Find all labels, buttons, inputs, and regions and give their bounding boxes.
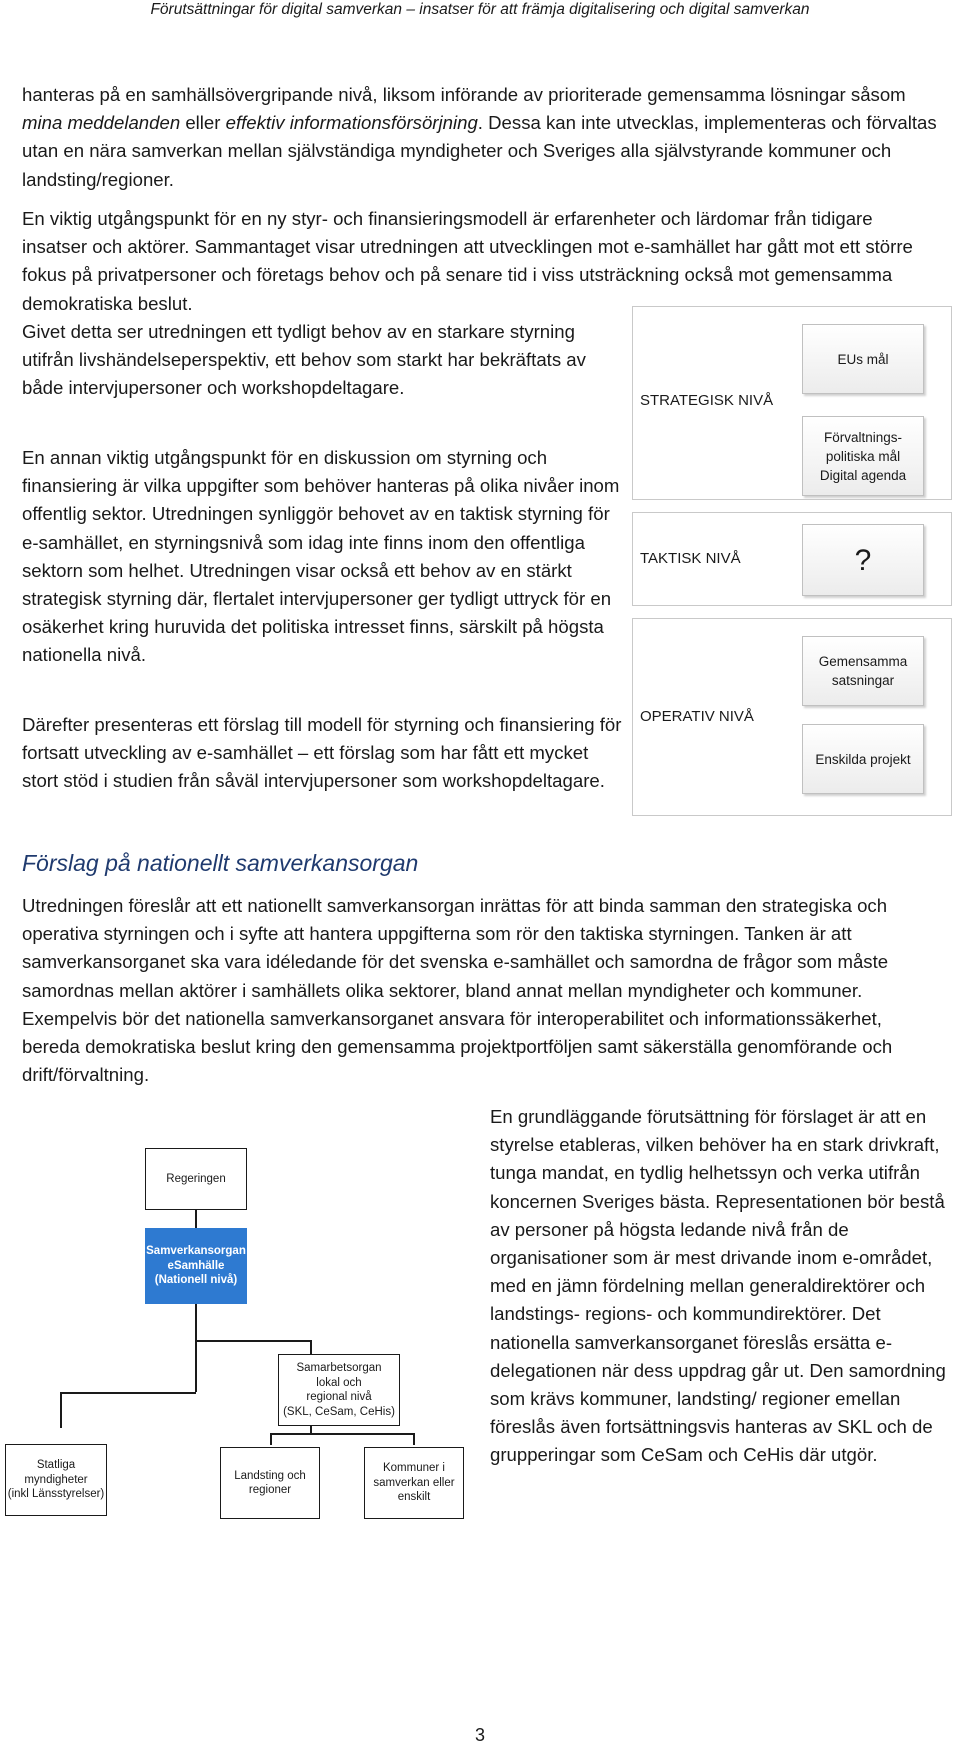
national-agency-line-1: Samverkansorgan	[146, 1245, 246, 1258]
state-agencies-line-3: (inkl Länsstyrelser)	[7, 1488, 105, 1501]
policy-goals-line-3: Digital agenda	[819, 467, 907, 483]
connector-horizontal-mid	[195, 1340, 311, 1342]
paragraph-governance-need: Givet detta ser utredningen ett tydligt behov av en starkare styrning utifrån livshändelseperspektiv, ett behov som starkt har bekräftats av både intervjupersoner och workshopdeltagare.	[22, 321, 586, 399]
municipalities-line-2: samverkan eller	[373, 1476, 455, 1489]
government-label: Regeringen	[166, 1172, 226, 1185]
national-agency-line-3: (Nationell nivå)	[154, 1274, 238, 1287]
connector-to-municipalities	[413, 1433, 415, 1445]
policy-goals-box	[802, 416, 924, 496]
municipalities-line-1: Kommuner i	[382, 1462, 445, 1475]
eu-goals-box	[802, 324, 924, 394]
cooperation-line-3: regional nivå	[306, 1391, 372, 1403]
counties-line-2: regioner	[248, 1484, 292, 1496]
individual-projects-box	[802, 724, 924, 794]
paragraph-intro-text-b: eller	[180, 112, 226, 134]
page-number: 3	[474, 1725, 485, 1745]
connector-to-cooperation	[310, 1340, 312, 1354]
counties-box	[220, 1447, 320, 1519]
paragraph-intro-text-a: hanteras på en samhällsövergripande nivå, liksom införande av prioriterade gemensamma lösningar såsom	[22, 84, 906, 105]
strategic-level-label: STRATEGISK NIVÅ	[640, 392, 774, 409]
municipalities-line-3: enskilt	[397, 1491, 431, 1504]
state-agencies-line-1: Statliga	[36, 1459, 76, 1472]
eu-goals-label: EUs mål	[837, 351, 889, 367]
paragraph-starting-point: En viktig utgångspunkt för en ny styr- och finansieringsmodell är erfarenheter och lärdomar från tidigare insatser och aktörer. Sammantaget visar utredningen att utvecklingen mot e-samhället har gått mot ett större fokus på privatpersoner och företags behov och på senare tid i viss utsträckning också mot gemensamma demokratiska beslut.	[22, 208, 913, 314]
connector-to-counties	[270, 1433, 272, 1445]
paragraph-national-body: Utredningen föreslår att ett nationellt samverkansorgan inrättas för att binda samman den strategiska och operativa styrningen och i syfte att hantera uppgifterna som rör den taktiska styrningen. Tanken är att samverkansorganet ska vara idéledande för det svenska e-samhället och samordna de frågor som måste samordnas mellan aktörer i samhällets olika sektorer, bland annat mellan myndigheter och kommuner. Exempelvis bör det nationella samverkansorganet ansvara för interoperabilitet och informationssäkerhet, bereda demokratiska beslut kring den gemensamma projektportföljen samt säkerställa genomförande och drift/förvaltning.	[22, 895, 893, 1086]
joint-investments-line-2: satsningar	[831, 673, 895, 688]
state-agencies-line-2: myndigheter	[24, 1473, 88, 1486]
operative-level-label: OPERATIV NIVÅ	[640, 708, 754, 725]
paragraph-board: En grundläggande förutsättning för förslaget är att en styrelse etableras, vilken behöver ha en stark drivkraft, tunga mandat, en tydlig helhetssyn och verka utifrån koncernen Sveriges bästa. Representationen bör bestå av personer på högsta ledande nivå från de organisationer som är mest drivande inom e-området, med en jämn fördelning mellan generaldirektörer och landstings- regions- och kommundirektörer. Det nationella samverkansorganet föreslås ersätta e-delegationen när dess uppdrag går ut. Den samordning som krävs kommuner, landsting/ regioner emellan föreslås även fortsättningsvis hanteras av SKL och de grupperingar som CeSam och CeHis där utgör.	[490, 1106, 946, 1466]
counties-line-1: Landsting och	[234, 1469, 306, 1482]
national-agency-box	[145, 1228, 247, 1304]
joint-investments-box	[802, 636, 924, 706]
cooperation-line-4: (SKL, CeSam, CeHis)	[283, 1405, 395, 1418]
cooperation-body-box	[278, 1354, 400, 1426]
state-agencies-box	[5, 1444, 107, 1516]
tactical-unknown-box	[802, 524, 924, 596]
paragraph-levels: En annan viktig utgångspunkt för en diskussion om styrning och finansiering är vilka uppgifter som behöver hanteras på olika nivåer inom offentlig sektor. Utredningen synliggör behovet av en taktisk styrning för e-samhället, en styrningsnivå som idag inte finns inom den offentliga sektorn som helhet. Utredningen visar också ett behov av en stärkt strategisk styrning där, flertalet intervjupersoner ger tydligt uttryck för en osäkerhet kring huruvida det politiska intresset finns, särskilt på högsta nationella nivå.	[22, 447, 620, 666]
cooperation-line-1: Samarbetsorgan	[296, 1362, 382, 1374]
paragraph-proposal: Därefter presenteras ett förslag till modell för styrning och finansiering för fortsatt utveckling av e-samhället – ett förslag som har fått ett mycket stort stöd i studien från såväl intervjupersoner som workshopdeltagare.	[22, 714, 622, 792]
running-header	[0, 0, 960, 30]
policy-goals-line-2: politiska mål	[825, 448, 901, 464]
cooperation-line-2: lokal och	[316, 1376, 362, 1389]
org-chart	[0, 1110, 480, 1520]
connector-to-state	[60, 1392, 62, 1428]
connector-horizontal-low	[60, 1392, 196, 1394]
header-title: Förutsättningar för digital samverkan – insatser för att främja digitalisering och digital samverkan	[150, 1, 810, 18]
individual-projects-label: Enskilda projekt	[815, 751, 911, 767]
paragraph-intro-emphasis-2: effektiv informationsförsörjning	[225, 112, 478, 134]
question-mark: ?	[854, 543, 872, 577]
paragraph-intro	[22, 81, 942, 194]
tactical-level-label: TAKTISK NIVÅ	[640, 550, 741, 567]
connector-agency-to-state	[195, 1342, 197, 1392]
paragraph-intro-emphasis-1: mina meddelanden	[22, 112, 181, 134]
municipalities-box	[364, 1447, 464, 1519]
paragraph-intro-text-c: . Dessa kan inte utvecklas, implementeras och förvaltas utan en nära samverkan mellan självständiga myndigheter och Sveriges alla självstyrande kommuner och landsting/regioner.	[22, 112, 937, 190]
section-heading: Förslag på nationellt samverkansorgan	[22, 850, 419, 876]
connector-horizontal-bottom	[270, 1433, 414, 1435]
governance-levels-diagram	[632, 306, 954, 816]
joint-investments-line-1: Gemensamma	[818, 654, 908, 669]
national-agency-line-2: eSamhälle	[167, 1259, 225, 1272]
government-box	[145, 1148, 247, 1210]
policy-goals-line-1: Förvaltnings-	[823, 429, 902, 445]
